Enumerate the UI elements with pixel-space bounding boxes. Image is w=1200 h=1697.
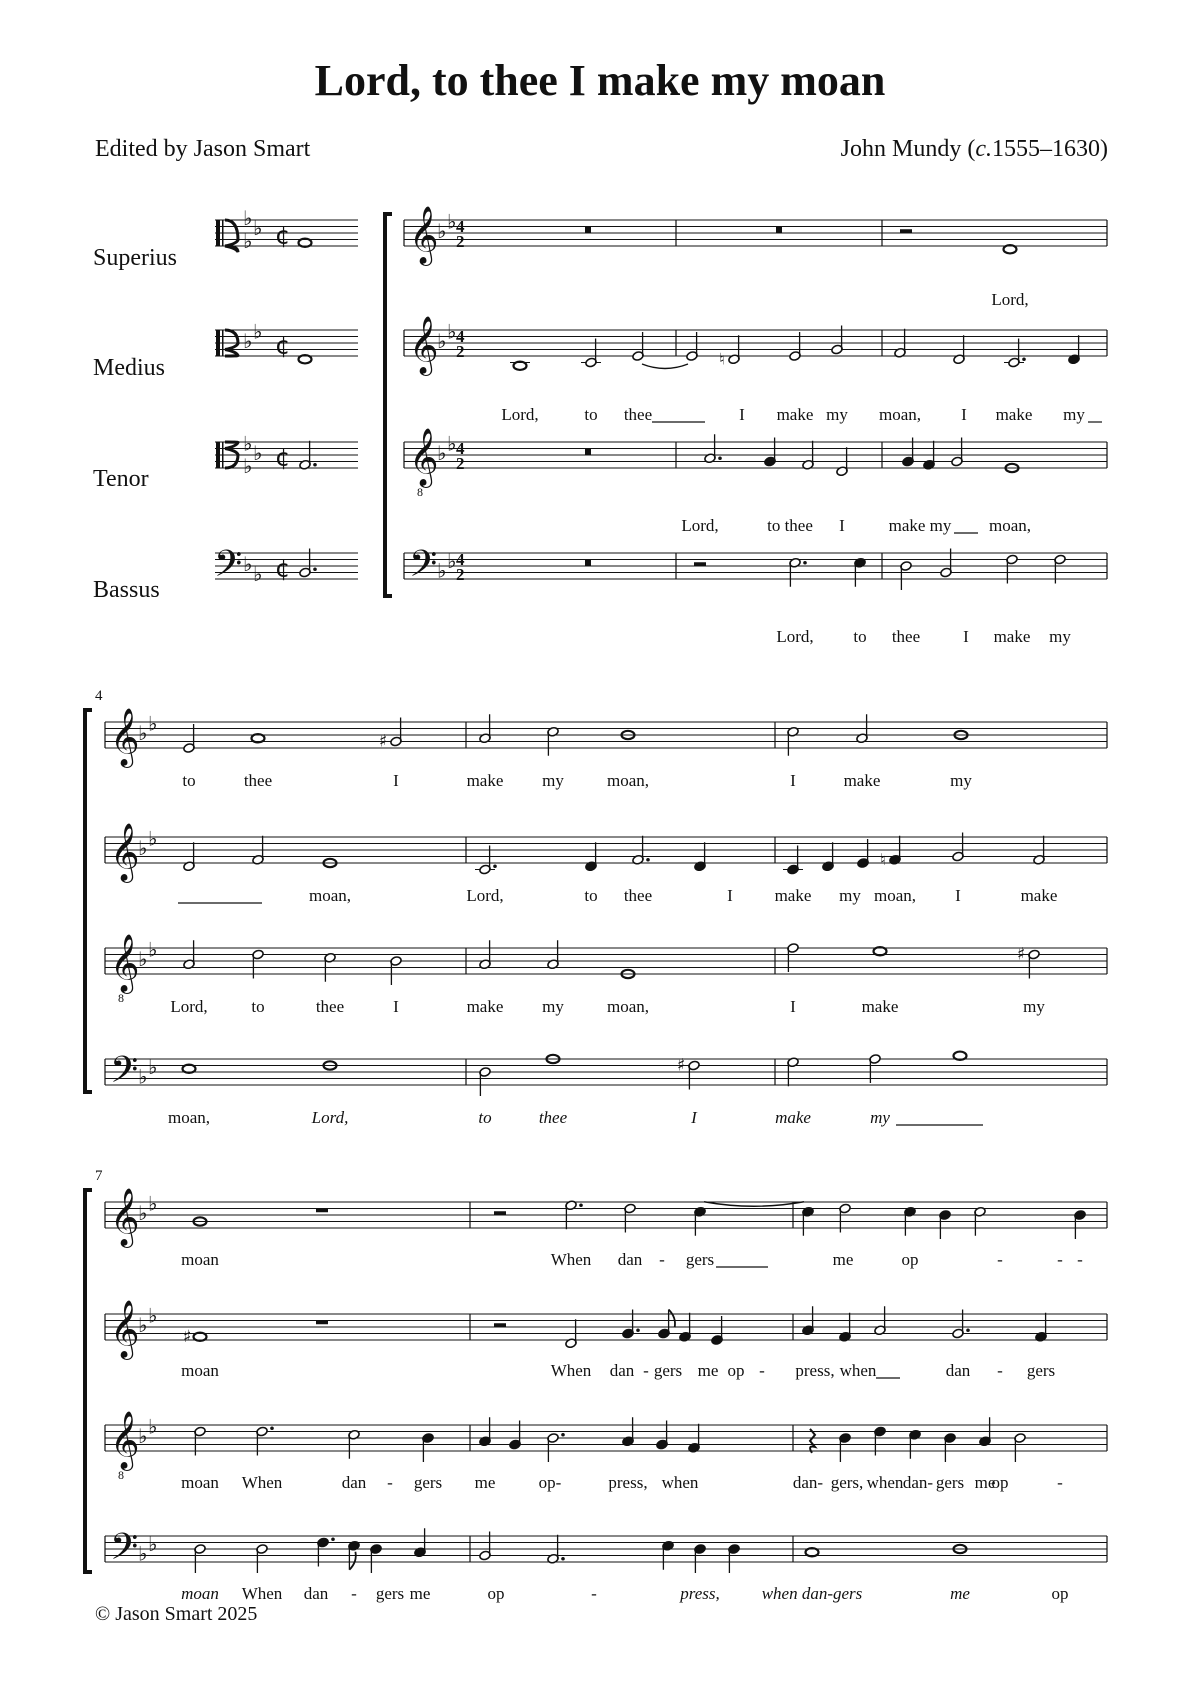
lyric-syllable: - xyxy=(591,1584,597,1603)
editor-credit: Edited by Jason Smart xyxy=(95,136,311,162)
c-clef-bar xyxy=(216,442,220,468)
bass-clef: 𝄢 xyxy=(110,1526,139,1577)
bass-clef: 𝄢 xyxy=(110,1049,139,1100)
staff xyxy=(105,1059,1107,1085)
treble-clef: 𝄞 xyxy=(110,822,140,881)
composer-name: John Mundy ( xyxy=(840,136,976,162)
treble-clef: 𝄞 xyxy=(409,315,439,374)
lyric-syllable: to xyxy=(182,771,196,790)
lyric-syllable: I xyxy=(963,627,969,646)
flat-sign: ♭ xyxy=(437,558,447,583)
flat-sign: ♭ xyxy=(437,441,447,465)
lyric-syllable: dan xyxy=(303,1584,329,1603)
note-flag xyxy=(669,1310,675,1328)
lyric-syllable: make xyxy=(1020,886,1058,905)
lyric-syllable: I xyxy=(393,771,399,790)
cut-time: ¢ xyxy=(275,554,291,583)
lyric-syllable: I xyxy=(790,997,796,1016)
dot xyxy=(1022,357,1026,361)
natural-sign: ♮ xyxy=(719,349,725,369)
dot xyxy=(561,1557,565,1561)
lyric-syllable: make xyxy=(774,886,812,905)
lyric-syllable: moan xyxy=(181,1250,219,1269)
sharp-sign: ♯ xyxy=(379,731,388,752)
lyric-syllable: - xyxy=(997,1250,1003,1269)
lyric-syllable: op xyxy=(727,1361,745,1380)
lyric-syllable: my xyxy=(1063,405,1085,424)
lyric-syllable: moan, xyxy=(606,771,650,790)
lyric-syllable: dan xyxy=(609,1361,635,1380)
voice-label-superius: Superius xyxy=(93,245,177,271)
flat-sign: ♭ xyxy=(138,1313,148,1337)
flat-sign: ♭ xyxy=(243,552,253,576)
lyric-syllable: to xyxy=(584,886,598,905)
lyric-syllable: I xyxy=(839,516,845,535)
score-graphics xyxy=(85,206,1107,1604)
sharp-sign: ♯ xyxy=(183,1326,192,1347)
c-clef xyxy=(216,220,238,252)
voice-label-medius: Medius xyxy=(93,355,165,381)
bar-number: 4 xyxy=(95,688,103,704)
lyric-syllable: press, xyxy=(608,1473,648,1492)
time-sig-den: 2 xyxy=(456,565,465,584)
dot xyxy=(270,1426,274,1430)
flat-sign: ♭ xyxy=(148,937,158,962)
lyric-syllable: gers xyxy=(413,1473,443,1492)
whole-rest xyxy=(316,1321,328,1325)
lyric-syllable: my xyxy=(542,997,564,1016)
flat-sign: ♭ xyxy=(138,836,148,860)
lyric-syllable: my xyxy=(870,1108,890,1127)
dot xyxy=(493,864,497,868)
flat-sign: ♭ xyxy=(138,1064,148,1089)
c-clef-bar xyxy=(222,330,224,356)
lyric-syllable: - xyxy=(643,1361,649,1380)
lyric-syllable: - xyxy=(1057,1473,1063,1492)
dot xyxy=(313,463,317,467)
lyric-syllable: dan xyxy=(341,1473,367,1492)
lyric-syllable: thee xyxy=(538,1108,568,1127)
lyric-syllable: my xyxy=(542,771,564,790)
lyric-syllable: my xyxy=(826,405,848,424)
lyric-syllable: make my xyxy=(888,516,952,535)
sharp-sign: ♯ xyxy=(1017,944,1026,965)
system-bracket xyxy=(85,1190,92,1572)
lyric-syllable: Lord, xyxy=(776,627,814,646)
lyric-syllable: - xyxy=(1057,1250,1063,1269)
lyric-syllable: thee xyxy=(243,771,273,790)
treble-clef: 𝄞 xyxy=(110,707,140,766)
lyric-syllable: moan, xyxy=(878,405,922,424)
lyric-syllable: I xyxy=(739,405,745,424)
note-flag xyxy=(349,1552,355,1570)
c-clef-curve xyxy=(225,449,238,469)
lyric-syllable: op- xyxy=(538,1473,562,1492)
composer-circa: c. xyxy=(975,136,992,162)
flat-sign: ♭ xyxy=(447,209,457,234)
lyric-syllable: thee xyxy=(315,997,345,1016)
lyric-syllable: - xyxy=(759,1361,765,1380)
voice-label-bassus: Bassus xyxy=(93,577,160,603)
lyric-syllable: thee xyxy=(891,627,921,646)
dot xyxy=(313,567,317,571)
flat-sign: ♭ xyxy=(447,431,457,456)
lyric-syllable: my xyxy=(1023,997,1045,1016)
lyric-syllable: thee xyxy=(623,405,653,424)
half-rest xyxy=(494,1211,506,1215)
breve-rest xyxy=(585,560,591,567)
page-title: Lord, to thee I make my moan xyxy=(314,56,886,105)
flat-sign: ♭ xyxy=(138,947,148,971)
breve-rest xyxy=(776,227,782,234)
time-sig-num: 4 xyxy=(456,217,465,236)
lyric-syllable: me xyxy=(950,1584,970,1603)
sharp-sign: ♯ xyxy=(677,1055,686,1076)
quarter-rest xyxy=(810,1429,815,1453)
lyric-syllable: op xyxy=(487,1584,505,1603)
system-bracket xyxy=(385,214,392,596)
flat-sign: ♭ xyxy=(148,1303,158,1328)
lyric-syllable: moan, xyxy=(167,1108,211,1127)
composer-dates: 1555–1630) xyxy=(992,136,1108,162)
lyric-syllable: dan- xyxy=(792,1473,824,1492)
flat-sign: ♭ xyxy=(148,1414,158,1439)
lyric-syllable: make xyxy=(776,405,814,424)
c-clef-bar xyxy=(216,220,220,246)
lyric-syllable: I xyxy=(727,886,733,905)
tie xyxy=(642,364,688,369)
dot xyxy=(718,456,722,460)
lyric-syllable: I xyxy=(955,886,961,905)
lyric-syllable: Lord, xyxy=(170,997,208,1016)
lyric-syllable: make xyxy=(466,997,504,1016)
treble-clef: 𝄞 xyxy=(110,1410,140,1469)
lyric-syllable: Lord, xyxy=(311,1108,349,1127)
dot xyxy=(636,1328,640,1332)
lyric-syllable: thee xyxy=(623,886,653,905)
lyric-syllable: When xyxy=(550,1361,592,1380)
flat-sign: ♭ xyxy=(437,329,447,353)
flat-sign: ♭ xyxy=(148,1191,158,1216)
staff xyxy=(404,330,1107,356)
lyric-syllable: moan, xyxy=(988,516,1032,535)
treble-clef: 𝄞 xyxy=(409,427,439,486)
octave-mark: 8 xyxy=(417,485,423,499)
lyric-syllable: - xyxy=(387,1473,393,1492)
flat-sign: ♭ xyxy=(148,1531,158,1556)
lyric-syllable: to xyxy=(251,997,265,1016)
flat-sign: ♭ xyxy=(243,329,253,353)
lyric-syllable: when xyxy=(866,1473,904,1492)
lyric-syllable: dan- xyxy=(902,1473,934,1492)
flat-sign: ♭ xyxy=(138,1541,148,1566)
flat-sign: ♭ xyxy=(243,454,253,478)
lyric-syllable: op xyxy=(1051,1584,1069,1603)
lyric-syllable: op xyxy=(901,1250,919,1269)
lyric-syllable: my xyxy=(950,771,972,790)
bass-clef: 𝄢 xyxy=(214,543,243,594)
lyric-syllable: gers xyxy=(375,1584,405,1603)
lyric-syllable: me xyxy=(697,1361,719,1380)
staff xyxy=(105,1202,1107,1228)
lyric-syllable: make xyxy=(775,1108,811,1127)
lyric-syllable: moan, xyxy=(606,997,650,1016)
lyric-syllable: I xyxy=(393,997,399,1016)
flat-sign: ♭ xyxy=(138,1201,148,1225)
lyric-syllable: - xyxy=(659,1250,665,1269)
lyric-syllable: gers xyxy=(653,1361,683,1380)
staff xyxy=(105,1536,1107,1562)
lyric-syllable: moan xyxy=(181,1473,219,1492)
c-clef-curve xyxy=(225,330,238,350)
lyric-syllable: make xyxy=(843,771,881,790)
lyric-syllable: - xyxy=(1077,1250,1083,1269)
lyric-syllable: to xyxy=(853,627,867,646)
flat-sign: ♭ xyxy=(447,548,457,573)
lyric-syllable: moan, xyxy=(308,886,352,905)
c-clef-bar xyxy=(222,220,224,246)
time-sig-den: 2 xyxy=(456,342,465,361)
c-clef-curve xyxy=(225,350,238,357)
c-clef-curve xyxy=(225,246,238,252)
dot xyxy=(966,1328,970,1332)
lyric-syllable: make xyxy=(861,997,899,1016)
lyric-syllable: - xyxy=(997,1361,1003,1380)
time-sig-num: 4 xyxy=(456,550,465,569)
lyric-syllable: my xyxy=(839,886,861,905)
flat-sign: ♭ xyxy=(138,1424,148,1448)
breve-rest xyxy=(585,449,591,456)
treble-clef: 𝄞 xyxy=(110,933,140,992)
lyric-syllable: When xyxy=(550,1250,592,1269)
lyric-syllable: moan xyxy=(181,1361,219,1380)
lyric-syllable: When xyxy=(241,1584,283,1603)
treble-clef: 𝄞 xyxy=(110,1299,140,1358)
lyric-syllable: I xyxy=(790,771,796,790)
lyric-syllable: make xyxy=(466,771,504,790)
dot xyxy=(331,1537,335,1541)
lyric-syllable: press, xyxy=(680,1584,720,1603)
cut-time: ¢ xyxy=(275,221,291,250)
lyric-syllable: me xyxy=(474,1473,496,1492)
flat-sign: ♭ xyxy=(253,215,263,240)
copyright-notice: © Jason Smart 2025 xyxy=(95,1603,258,1625)
bar-number: 7 xyxy=(95,1168,103,1184)
lyric-syllable: Lord, xyxy=(466,886,504,905)
dot xyxy=(561,1433,565,1437)
lyric-syllable: me xyxy=(409,1584,431,1603)
treble-clef: 𝄞 xyxy=(409,205,439,264)
lyric-syllable: to xyxy=(584,405,598,424)
staff xyxy=(404,442,1107,468)
lyric-syllable: when xyxy=(661,1473,699,1492)
lyric-syllable: make xyxy=(995,405,1033,424)
dot xyxy=(646,858,650,862)
octave-mark: 8 xyxy=(118,991,124,1005)
lyric-syllable: make xyxy=(993,627,1031,646)
time-sig-den: 2 xyxy=(456,454,465,473)
lyric-syllable: dan xyxy=(945,1361,971,1380)
system-bracket xyxy=(85,710,92,1092)
staff xyxy=(105,1425,1107,1451)
dot xyxy=(803,561,807,565)
lyric-syllable: gers xyxy=(935,1473,965,1492)
staff xyxy=(404,220,1107,246)
lyric-syllable: Lord, xyxy=(991,290,1029,309)
flat-sign: ♭ xyxy=(148,1054,158,1079)
lyric-syllable: op xyxy=(991,1473,1009,1492)
natural-sign: ♮ xyxy=(880,849,886,869)
lyric-syllable: dan xyxy=(617,1250,643,1269)
half-rest xyxy=(900,229,912,233)
time-sig-num: 4 xyxy=(456,439,465,458)
lyric-syllable: - xyxy=(351,1584,357,1603)
lyric-syllable: to xyxy=(478,1108,492,1127)
whole-rest xyxy=(316,1209,328,1213)
flat-sign: ♭ xyxy=(447,319,457,344)
lyric-syllable: moan, xyxy=(873,886,917,905)
lyric-syllable: gers, xyxy=(830,1473,864,1492)
half-rest xyxy=(694,562,706,566)
lyric-syllable: my xyxy=(1049,627,1071,646)
flat-sign: ♭ xyxy=(148,711,158,736)
lyric-syllable: moan xyxy=(181,1584,219,1603)
flat-sign: ♭ xyxy=(253,319,263,344)
lyric-syllable: gers xyxy=(1026,1361,1056,1380)
lyric-syllable: when dan-gers xyxy=(761,1584,863,1603)
lyric-syllable: me xyxy=(832,1250,854,1269)
lyric-syllable: When xyxy=(241,1473,283,1492)
lyric-syllable: Lord, xyxy=(681,516,719,535)
flat-sign: ♭ xyxy=(253,561,263,586)
lyric-syllable: when xyxy=(839,1361,877,1380)
time-sig-den: 2 xyxy=(456,232,465,251)
lyric-syllable: gers xyxy=(685,1250,715,1269)
time-sig-num: 4 xyxy=(456,327,465,346)
flat-sign: ♭ xyxy=(243,228,253,253)
flat-sign: ♭ xyxy=(138,721,148,745)
lyric-syllable: to thee xyxy=(767,516,813,535)
staff xyxy=(404,553,1107,579)
flat-sign: ♭ xyxy=(243,206,253,230)
breve-rest xyxy=(585,227,591,234)
half-rest xyxy=(494,1323,506,1327)
c-clef-bar xyxy=(216,330,220,356)
lyric-syllable: press, xyxy=(795,1361,835,1380)
cut-time: ¢ xyxy=(275,331,291,360)
flat-sign: ♭ xyxy=(253,441,263,465)
voice-label-tenor: Tenor xyxy=(93,466,149,492)
flat-sign: ♭ xyxy=(148,826,158,851)
flat-sign: ♭ xyxy=(243,431,253,456)
flat-sign: ♭ xyxy=(437,219,447,243)
lyric-syllable: I xyxy=(961,405,967,424)
treble-clef: 𝄞 xyxy=(110,1187,140,1246)
cut-time: ¢ xyxy=(275,443,291,472)
octave-mark: 8 xyxy=(118,1468,124,1482)
c-clef-bar xyxy=(222,442,224,468)
lyric-syllable: me xyxy=(974,1473,996,1492)
lyric-syllable: Lord, xyxy=(501,405,539,424)
bass-clef: 𝄢 xyxy=(409,543,438,594)
dot xyxy=(579,1203,583,1207)
lyric-syllable: I xyxy=(691,1108,697,1127)
